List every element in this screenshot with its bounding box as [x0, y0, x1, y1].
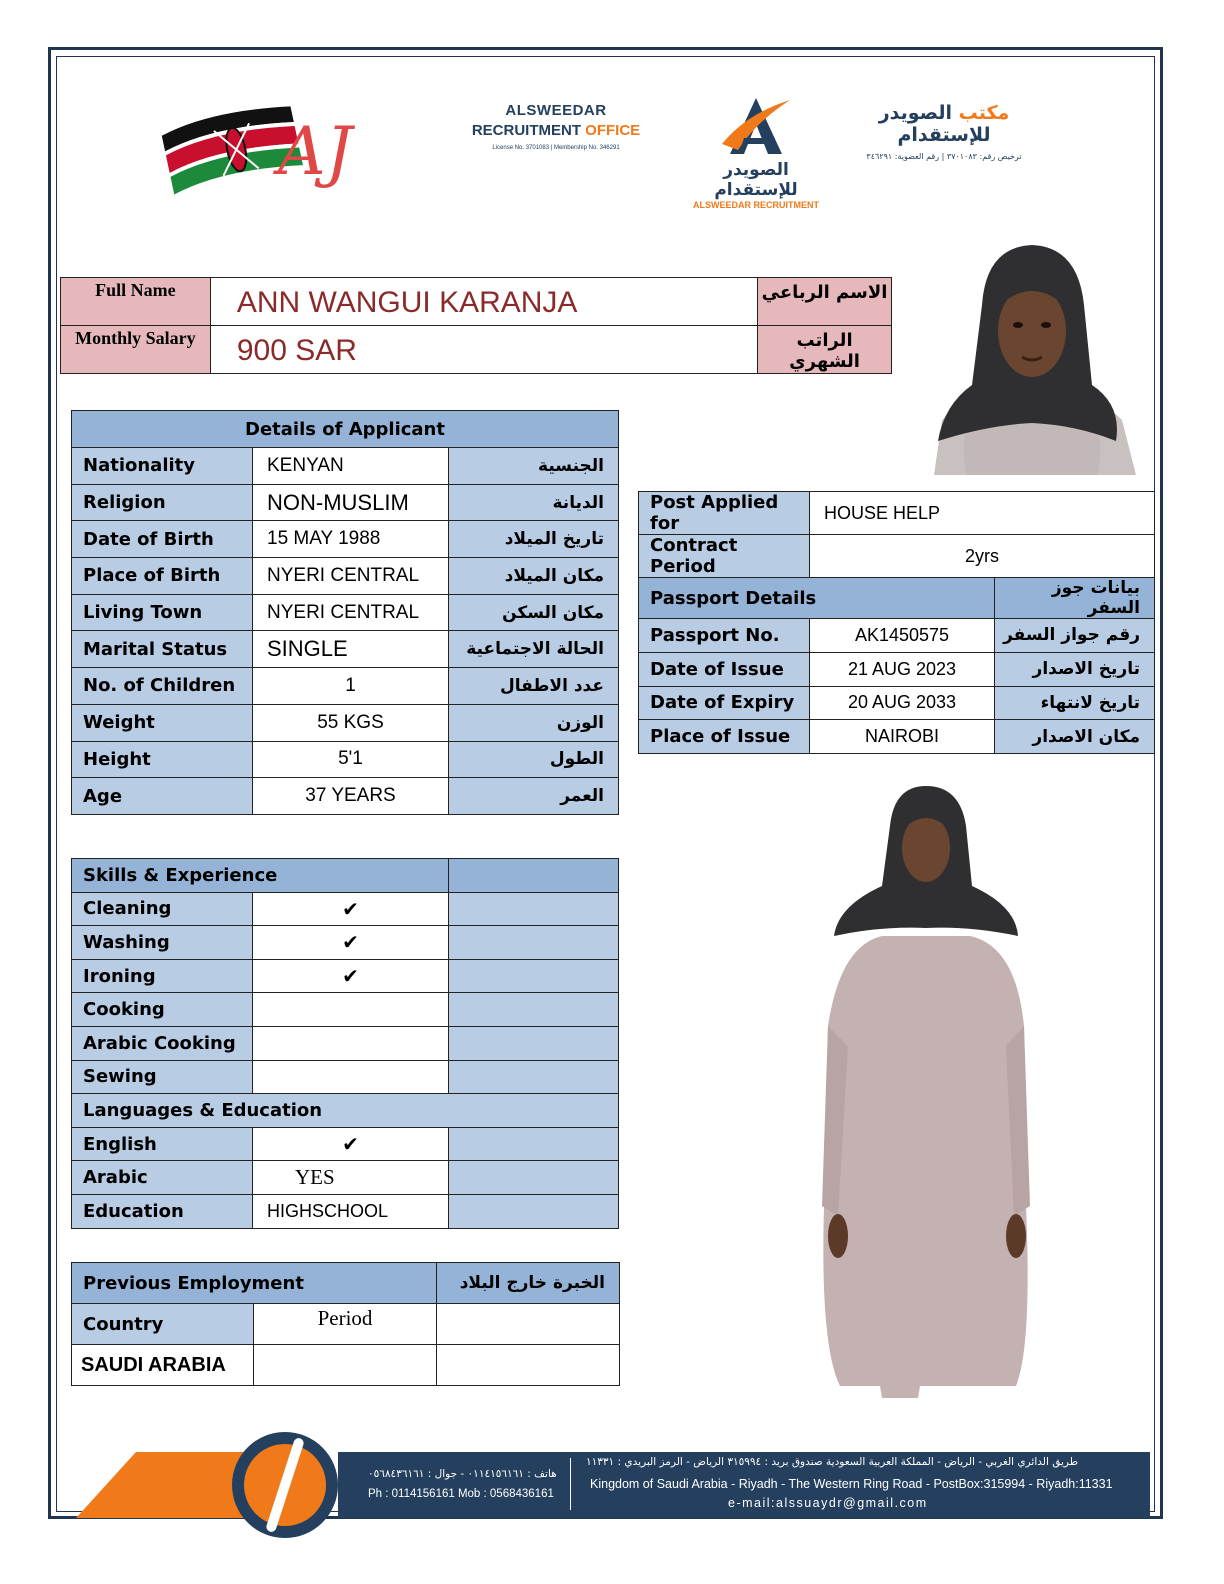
footer-divider — [570, 1458, 571, 1510]
passport-header: Passport Details — [639, 578, 995, 619]
detail-row-place-of-birth — [72, 558, 619, 595]
cleaning-extra — [449, 892, 619, 926]
washing-check: ✔ — [253, 926, 449, 960]
contract-row — [639, 535, 1155, 578]
skill-row-cooking — [72, 993, 619, 1027]
skill-row-arabic-cooking — [72, 1026, 619, 1060]
nationality-arabic: الجنسية — [449, 448, 619, 485]
skills-title: Skills & Experience — [72, 859, 449, 893]
a-logo-arabic: الصويدر للإستقدام — [714, 160, 798, 200]
details-header-row — [72, 411, 619, 448]
previous-title: Previous Employment — [72, 1263, 437, 1304]
office-logo-line1: ALSWEEDAR — [505, 102, 607, 119]
place-of-birth-label: Place of Birth — [72, 558, 253, 595]
dob-arabic: تاريخ الميلاد — [449, 521, 619, 558]
children-label: No. of Children — [72, 668, 253, 705]
place-of-issue-row — [639, 720, 1155, 754]
full-name-value: ANN WANGUI KARANJA — [210, 278, 757, 326]
age-arabic: العمر — [449, 778, 619, 815]
english-extra — [449, 1127, 619, 1161]
salary-row — [61, 326, 892, 374]
alsweedar-office-logo — [466, 102, 646, 164]
previous-blank-2 — [437, 1345, 620, 1386]
contract-value: 2yrs — [810, 535, 1155, 578]
cooking-label: Cooking — [72, 993, 253, 1027]
weight-label: Weight — [72, 704, 253, 741]
lang-row-arabic — [72, 1161, 619, 1195]
place-of-birth-arabic: مكان الميلاد — [449, 558, 619, 595]
detail-row-age — [72, 778, 619, 815]
post-value: HOUSE HELP — [810, 492, 1155, 535]
marital-status-value: SINGLE — [253, 631, 449, 668]
office-logo-line2b: OFFICE — [585, 122, 641, 139]
living-town-value: NYERI CENTRAL — [253, 594, 449, 631]
skill-row-ironing — [72, 959, 619, 993]
passport-header-arabic: بيانات جوز السفر — [995, 578, 1155, 619]
languages-header-row — [72, 1094, 619, 1128]
arabic-office-logo — [846, 102, 1042, 161]
lang-row-english — [72, 1127, 619, 1161]
skills-table — [71, 858, 619, 1229]
living-town-label: Living Town — [72, 594, 253, 631]
sewing-check — [253, 1060, 449, 1094]
issue-date-value: 21 AUG 2023 — [810, 652, 995, 686]
office-logo-line2 — [466, 122, 646, 139]
expiry-date-arabic: تاريخ لانتهاء — [995, 686, 1155, 720]
applicant-full-body-photo — [820, 786, 1032, 1401]
footer-email: e-mail:alssuaydr@gmail.com — [728, 1496, 928, 1510]
place-of-birth-value: NYERI CENTRAL — [253, 558, 449, 595]
footer-emblem-icon — [232, 1432, 338, 1538]
marital-status-arabic: الحالة الاجتماعية — [449, 631, 619, 668]
arabic-cooking-extra — [449, 1026, 619, 1060]
passport-no-row — [639, 619, 1155, 653]
height-arabic: الطول — [449, 741, 619, 778]
english-check: ✔ — [253, 1127, 449, 1161]
arabic-logo-title — [846, 102, 1042, 146]
arabic-extra — [449, 1161, 619, 1195]
previous-entry-row — [72, 1345, 620, 1386]
sewing-label: Sewing — [72, 1060, 253, 1094]
english-label: English — [72, 1127, 253, 1161]
expiry-date-row — [639, 686, 1155, 720]
skill-row-washing — [72, 926, 619, 960]
detail-row-nationality — [72, 448, 619, 485]
post-label: Post Applied for — [639, 492, 810, 535]
washing-extra — [449, 926, 619, 960]
passport-no-arabic: رقم جواز السفر — [995, 619, 1155, 653]
languages-title: Languages & Education — [72, 1094, 619, 1128]
previous-employment-table — [71, 1262, 620, 1386]
full-name-arabic: الاسم الرباعي — [758, 278, 892, 326]
country-label: Country — [72, 1304, 254, 1345]
detail-row-height — [72, 741, 619, 778]
period-label: Period — [254, 1304, 437, 1345]
skill-row-cleaning — [72, 892, 619, 926]
dob-value: 15 MAY 1988 — [253, 521, 449, 558]
issue-date-label: Date of Issue — [639, 652, 810, 686]
weight-arabic: الوزن — [449, 704, 619, 741]
arabic-logo-part2: الصويدر للإستقدام — [878, 102, 991, 146]
sewing-extra — [449, 1060, 619, 1094]
detail-row-children — [72, 668, 619, 705]
post-row — [639, 492, 1155, 535]
weight-value: 55 KGS — [253, 704, 449, 741]
passport-no-value: AK1450575 — [810, 619, 995, 653]
religion-label: Religion — [72, 484, 253, 521]
footer-address-english: Kingdom of Saudi Arabia - Riyadh - The Western Ring Road - PostBox:315994 - Riyadh:11331 — [590, 1477, 1113, 1491]
marital-status-label: Marital Status — [72, 631, 253, 668]
detail-row-living-town — [72, 594, 619, 631]
skill-row-sewing — [72, 1060, 619, 1094]
education-value: HIGHSCHOOL — [253, 1194, 449, 1228]
contract-label: Contract Period — [639, 535, 810, 578]
cleaning-check: ✔ — [253, 892, 449, 926]
height-value: 5'1 — [253, 741, 449, 778]
expiry-date-label: Date of Expiry — [639, 686, 810, 720]
arabic-label: Arabic — [72, 1161, 253, 1195]
country-value: SAUDI ARABIA — [72, 1345, 254, 1386]
full-name-label: Full Name — [61, 278, 211, 326]
ironing-check: ✔ — [253, 959, 449, 993]
applicant-headshot-photo — [926, 245, 1138, 475]
education-label: Education — [72, 1194, 253, 1228]
kenya-flag-logo — [158, 86, 368, 206]
arabic-logo-part1: مكتب — [952, 102, 1010, 124]
place-of-issue-arabic: مكان الاصدار — [995, 720, 1155, 754]
alsweedar-a-logo — [686, 94, 826, 210]
office-logo-line2a: RECRUITMENT — [471, 122, 586, 139]
living-town-arabic: مكان السكن — [449, 594, 619, 631]
cooking-check — [253, 993, 449, 1027]
passport-header-row — [639, 578, 1155, 619]
expiry-date-value: 20 AUG 2033 — [810, 686, 995, 720]
nationality-value: KENYAN — [253, 448, 449, 485]
detail-row-religion — [72, 484, 619, 521]
full-name-row — [61, 278, 892, 326]
place-of-issue-label: Place of Issue — [639, 720, 810, 754]
issue-date-arabic: تاريخ الاصدار — [995, 652, 1155, 686]
dob-label: Date of Birth — [72, 521, 253, 558]
arabic-logo-sub: ترخيص رقم: ٣٧٠١٠٨٣ | رقم العضوية: ٣٤٦٢٩١ — [866, 152, 1022, 161]
issue-date-row — [639, 652, 1155, 686]
a-letter-icon — [716, 94, 796, 156]
a-logo-english: ALSWEEDAR RECRUITMENT — [693, 200, 819, 210]
arabic-value: YES — [253, 1161, 449, 1195]
footer-phone-arabic: هاتف : ٠١١٤١٥٦١٦١ - جوال : ٠٥٦٨٤٣٦١٦١ — [368, 1468, 557, 1480]
applicant-details-table — [71, 410, 619, 815]
passport-no-label: Passport No. — [639, 619, 810, 653]
details-title: Details of Applicant — [72, 411, 619, 448]
detail-row-weight — [72, 704, 619, 741]
ironing-label: Ironing — [72, 959, 253, 993]
footer-address-arabic: طريق الدائري الغربي - الرياض - المملكة العربية السعودية صندوق بريد : ٣١٥٩٩٤ الرياض - الرمز البريدي : ١١٣٣١ — [586, 1456, 1079, 1468]
office-logo-license: License No. 3701083 | Membership No. 346291 — [492, 145, 620, 151]
previous-columns-row — [72, 1304, 620, 1345]
footer-phone-english: Ph : 0114156161 Mob : 0568436161 — [368, 1488, 554, 1500]
cleaning-label: Cleaning — [72, 892, 253, 926]
lang-row-education — [72, 1194, 619, 1228]
footer-banner — [76, 1432, 1150, 1518]
period-value — [254, 1345, 437, 1386]
salary-arabic: الراتب الشهري — [758, 326, 892, 374]
arabic-cooking-check — [253, 1026, 449, 1060]
place-of-issue-value: NAIROBI — [810, 720, 995, 754]
age-label: Age — [72, 778, 253, 815]
children-value: 1 — [253, 668, 449, 705]
post-passport-table — [638, 491, 1155, 754]
religion-arabic: الديانة — [449, 484, 619, 521]
children-arabic: عدد الاطفال — [449, 668, 619, 705]
detail-row-marital-status — [72, 631, 619, 668]
previous-title-arabic: الخبرة خارج البلاد — [437, 1263, 620, 1304]
height-label: Height — [72, 741, 253, 778]
education-extra — [449, 1194, 619, 1228]
skills-header-blank — [449, 859, 619, 893]
salary-label: Monthly Salary — [61, 326, 211, 374]
age-value: 37 YEARS — [253, 778, 449, 815]
skills-header-row — [72, 859, 619, 893]
previous-blank-1 — [437, 1304, 620, 1345]
cooking-extra — [449, 993, 619, 1027]
name-salary-table — [60, 277, 892, 374]
salary-value: 900 SAR — [210, 326, 757, 374]
ironing-extra — [449, 959, 619, 993]
previous-header-row — [72, 1263, 620, 1304]
religion-value: NON-MUSLIM — [253, 484, 449, 521]
washing-label: Washing — [72, 926, 253, 960]
detail-row-dob — [72, 521, 619, 558]
svg-text:AJ: AJ — [278, 113, 353, 190]
nationality-label: Nationality — [72, 448, 253, 485]
arabic-cooking-label: Arabic Cooking — [72, 1026, 253, 1060]
